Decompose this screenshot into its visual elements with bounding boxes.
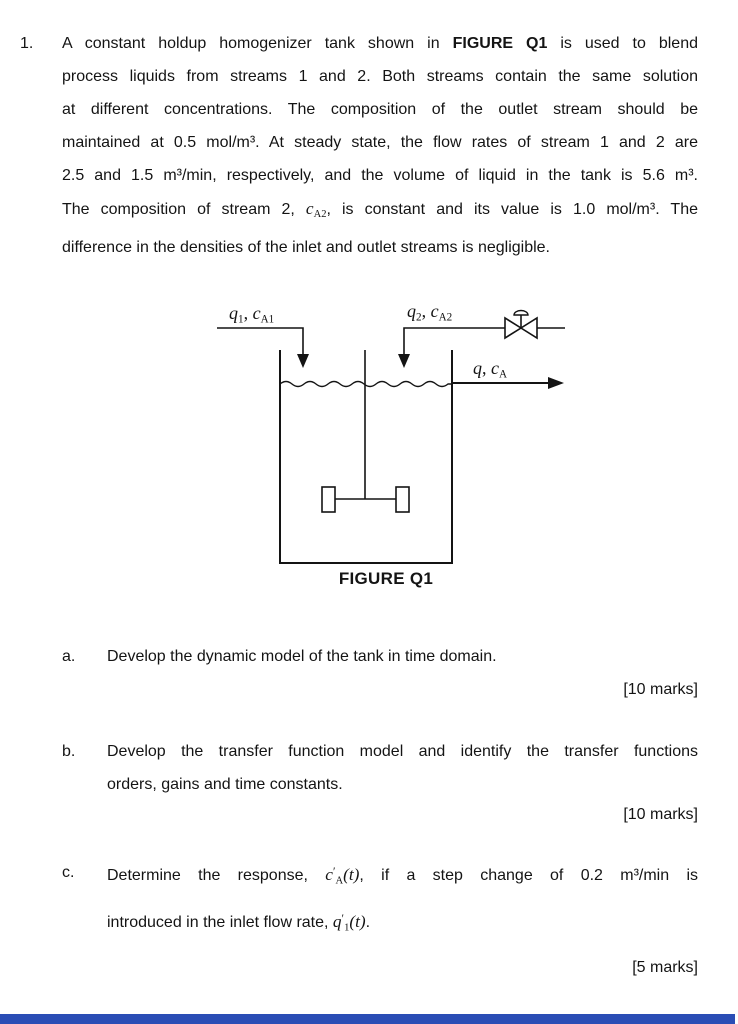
stirrer-paddle-left bbox=[322, 487, 335, 512]
part-a-text bbox=[107, 640, 698, 673]
stream2-label: q2, cA2 bbox=[407, 301, 453, 324]
part-c-marks: [5 marks] bbox=[632, 959, 698, 976]
stream2-inlet-line bbox=[404, 328, 565, 356]
part-c-letter: c. bbox=[62, 864, 75, 881]
intro-line-6: The composition of stream 2, cA2, is constant and its value is 1.0 mol/m³. The bbox=[62, 199, 699, 221]
stream1-label: q1, cA1 bbox=[229, 303, 275, 326]
stream1-inlet-line bbox=[217, 328, 303, 356]
footer-bar bbox=[0, 1014, 735, 1024]
part-a-letter: a. bbox=[62, 648, 76, 665]
part-c-text bbox=[107, 853, 698, 948]
stirrer-paddle-right bbox=[396, 487, 409, 512]
question-number: 1. bbox=[20, 35, 34, 52]
part-b-letter: b. bbox=[62, 743, 76, 760]
part-b-marks: [10 marks] bbox=[623, 806, 698, 823]
stream1-inlet-arrow bbox=[297, 354, 309, 368]
figure-caption: FIGURE Q1 bbox=[338, 569, 434, 588]
intro-line-2: process liquids from streams 1 and 2. Both streams contain the same solution bbox=[62, 68, 698, 85]
outlet-label: q, cA bbox=[473, 358, 508, 381]
part-a-marks: [10 marks] bbox=[623, 681, 698, 698]
homogenizer-tank-diagram bbox=[180, 300, 590, 575]
part-a-line-1: Develop the dynamic model of the tank in time domain. bbox=[107, 648, 497, 665]
intro-line-3: at different concentrations. The composition of the outlet stream should be bbox=[62, 101, 698, 118]
stream2-inlet-arrow bbox=[398, 354, 410, 368]
part-b-line-1: Develop the transfer function model and identify the transfer functions bbox=[107, 743, 698, 760]
intro-line-1: A constant holdup homogenizer tank shown in FIGURE Q1 is used to blend bbox=[62, 35, 698, 52]
part-b-line-2: orders, gains and time constants. bbox=[107, 776, 343, 793]
intro-line-7: difference in the densities of the inlet and outlet streams is negligible. bbox=[62, 239, 550, 257]
part-c-line-1: Determine the response, c′A(t), if a step change of 0.2 m³/min is bbox=[107, 865, 698, 887]
intro-paragraph bbox=[62, 27, 698, 264]
part-b-text bbox=[107, 735, 698, 801]
intro-line-5: 2.5 and 1.5 m³/min, respectively, and the volume of liquid in the tank is 5.6 m³. bbox=[62, 167, 698, 184]
intro-line-4: maintained at 0.5 mol/m³. At steady state, the flow rates of stream 1 and 2 are bbox=[62, 134, 698, 151]
valve-icon bbox=[505, 311, 537, 339]
outlet-arrow bbox=[548, 377, 564, 389]
liquid-surface-wave bbox=[280, 382, 452, 387]
part-c-line-2: introduced in the inlet flow rate, q′1(t). bbox=[107, 912, 371, 934]
